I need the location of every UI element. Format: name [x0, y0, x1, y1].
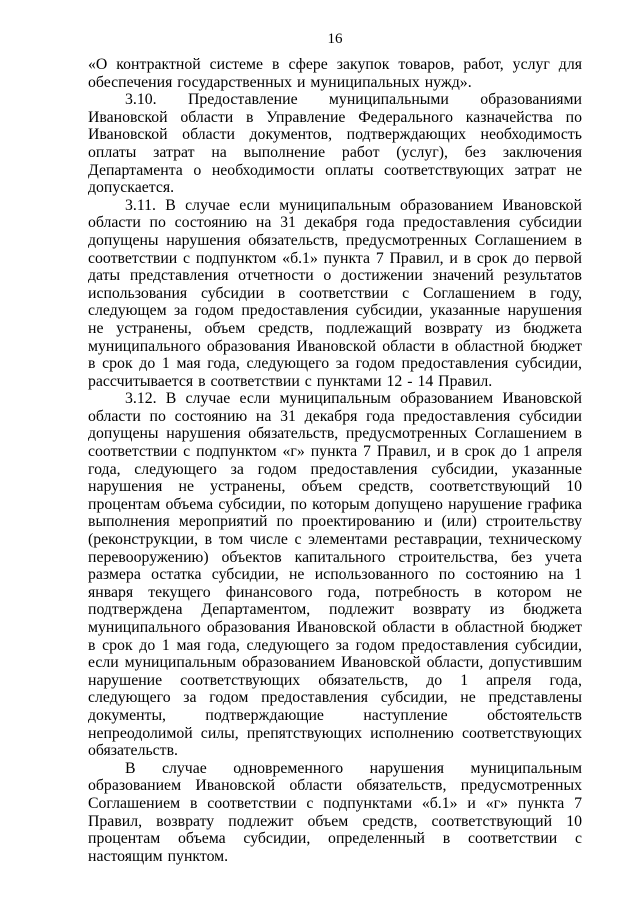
document-body [88, 56, 582, 865]
paragraph-3-10: 3.10. Предоставление муниципальными образованиями Ивановской области в Управление Федерального казначейства по Ивановской области документов, подтверждающих необходимость оплаты затрат на выполнение работ (услуг), без заключения Департамента о необходимости оплаты соответствующих затрат не допускается. [88, 91, 582, 197]
paragraph-continuation: «О контрактной системе в сфере закупок товаров, работ, услуг для обеспечения государственных и муниципальных нужд». [88, 56, 582, 91]
paragraph-3-11: 3.11. В случае если муниципальным образованием Ивановской области по состоянию на 31 декабря года предоставления субсидии допущены нарушения обязательств, предусмотренных Соглашением в соответствии с подпунктом «б.1» пункта 7 Правил, и в срок до первой даты представления отчетности о достижении значений результатов использования субсидии в соответствии с Соглашением в году, следующем за годом предоставления субсидии, указанные нарушения не устранены, объем средств, подлежащий возврату из бюджета муниципального образования Ивановской области в областной бюджет в срок до 1 мая года, следующего за годом предоставления субсидии, рассчитывается в соответствии с пунктами 12 - 14 Правил. [88, 196, 582, 390]
page-number: 16 [327, 31, 343, 47]
paragraph-3-12: 3.12. В случае если муниципальным образованием Ивановской области по состоянию на 31 декабря года предоставления субсидии допущены нарушения обязательств, предусмотренных Соглашением в соответствии с подпунктом «г» пункта 7 Правил, и в срок до 1 апреля года, следующего за годом предоставления субсидии, указанные нарушения не устранены, объем средств, соответствующий 10 процентам объема субсидии, по которым допущено нарушение графика выполнения мероприятий по проектированию и (или) строительству (реконструкции, в том числе с элементами реставрации, техническому перевооружению) объектов капитального строительства, без учета размера остатка субсидии, не использованного по состоянию на 1 января текущего финансового года, потребность в котором не подтверждена Департаментом, подлежит возврату из бюджета муниципального образования Ивановской области в областной бюджет в срок до 1 мая года, следующего за годом предоставления субсидии, если муниципальным образованием Ивановской области, допустившим нарушение соответствующих обязательств, до 1 апреля года, следующего за годом предоставления субсидии, не представлены документы, подтверждающие наступление обстоятельств непреодолимой силы, препятствующих исполнению соответствующих обязательств. [88, 390, 582, 760]
page-content [88, 0, 582, 865]
paragraph-3-12-final: В случае одновременного нарушения муниципальным образованием Ивановской области обязательств, предусмотренных Соглашением в соответствии с подпунктами «б.1» и «г» пункта 7 Правил, возврату подлежит объем средств, соответствующий 10 процентам объема субсидии, определенный в соответствии с настоящим пунктом. [88, 759, 582, 865]
